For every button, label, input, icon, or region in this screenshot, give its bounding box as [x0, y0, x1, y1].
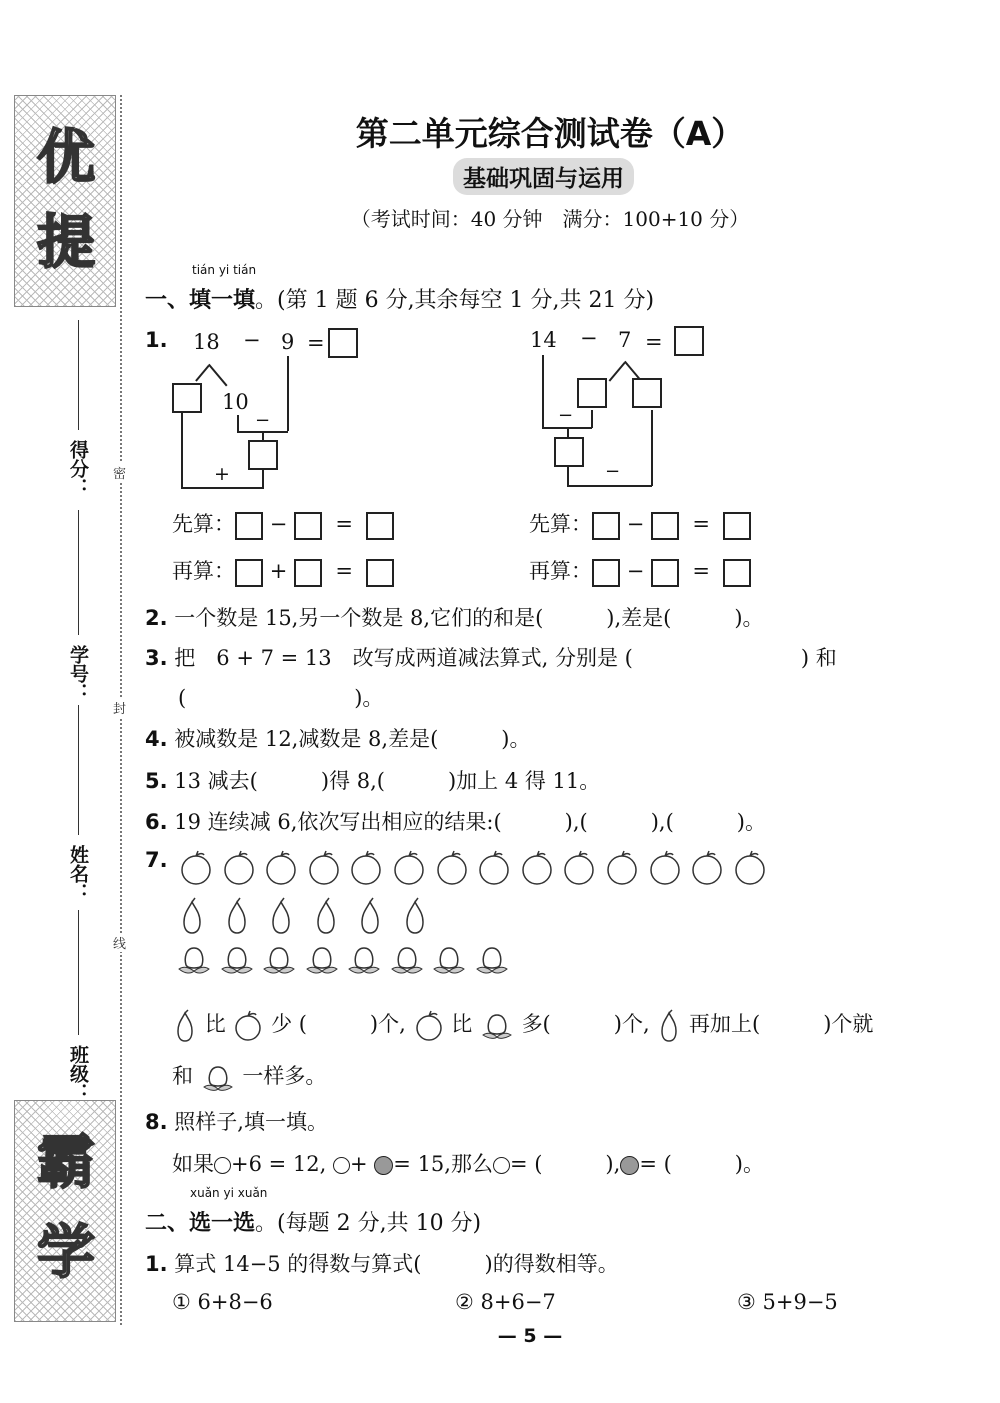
- q1-lf-box-2[interactable]: [294, 512, 322, 540]
- pear-icon: [178, 897, 206, 939]
- name-line: [78, 705, 79, 835]
- peach-icon: [473, 944, 511, 980]
- page-title: 第二单元综合测试卷（A）: [355, 114, 745, 153]
- q1-left-then-row: 再算： + =: [172, 555, 394, 587]
- q1-left-line-e: [181, 412, 183, 487]
- q7-number: 7.: [145, 848, 168, 872]
- peach-icon: [200, 1063, 236, 1093]
- q7-sentence-1: 比 少 ( )个, 比 多( )个, 再加上( )个就: [172, 1008, 873, 1043]
- apple-icon: [178, 850, 214, 890]
- q1-right-branch-l: [609, 362, 626, 381]
- pear-icon: [356, 897, 384, 939]
- pear-icon: [267, 897, 295, 939]
- q1-left-branch-l: [195, 365, 209, 381]
- section2-heading: [145, 1206, 481, 1237]
- top-badge-char-2: 提: [36, 208, 95, 276]
- white-circle-icon: [333, 1157, 350, 1174]
- q1-rf-box-2[interactable]: [651, 512, 679, 540]
- q1-right-minus-1: −: [558, 405, 574, 426]
- apple-icon: [519, 850, 555, 890]
- q1-right-line-g: [651, 410, 653, 486]
- apple-icon: [732, 850, 768, 890]
- q1-right-line-a: [542, 355, 544, 427]
- exam-time-info: （考试时间：40 分钟 满分：100+10 分）: [350, 207, 750, 231]
- q1-right-line-e: [567, 467, 569, 485]
- score-line: [78, 320, 79, 430]
- apple-icon: [689, 850, 725, 890]
- seal-mark-feng: 封: [113, 698, 126, 717]
- q1-right-minus-2: −: [605, 461, 621, 482]
- pear-icon: [312, 897, 340, 939]
- section1-title: 一、填一填: [145, 288, 256, 313]
- q8-equation: 如果 +6 = 12, + = 15,那么 = ( ), = ( )。: [172, 1152, 764, 1176]
- q1-right-split-box-2[interactable]: [632, 378, 662, 408]
- student-id-label: 学号：: [67, 645, 89, 702]
- q6: 6. 19 连续减 6,依次写出相应的结果:( ),( ),( )。: [145, 810, 766, 834]
- q3: 3. 把 6 + 7 = 13 改写成两道减法算式, 分别是 ( ) 和: [145, 646, 837, 670]
- apple-icon: [306, 850, 342, 890]
- q1-right-line-d: [567, 427, 569, 437]
- q1-left-first-row: 先算： − =: [172, 508, 394, 540]
- q1-left-answer-box[interactable]: [328, 328, 358, 358]
- class-line: [78, 910, 79, 1035]
- q1-right-mid-box[interactable]: [554, 437, 584, 467]
- section1-note: 。(第 1 题 6 分,其余每空 1 分,共 21 分): [255, 288, 655, 313]
- white-circle-icon: [214, 1157, 231, 1174]
- q4: 4. 被减数是 12,减数是 8,差是( )。: [145, 727, 531, 751]
- peach-icon: [303, 944, 341, 980]
- apple-icon: [348, 850, 384, 890]
- peach-icon: [479, 1011, 515, 1041]
- seal-mark-xian: 线: [113, 933, 126, 952]
- apple-icon: [604, 850, 640, 890]
- pear-icon: [172, 1009, 198, 1043]
- q1-left-op: −: [243, 328, 261, 352]
- section1-heading: [145, 283, 654, 314]
- apple-icon: [232, 1010, 264, 1042]
- q1-rt-box-3[interactable]: [723, 559, 751, 587]
- apple-icon: [263, 850, 299, 890]
- q5: 5. 13 减去( )得 8,( )加上 4 得 11。: [145, 769, 601, 793]
- q2: 2. 一个数是 15,另一个数是 8,它们的和是( ),差是( )。: [145, 606, 764, 630]
- apple-icon: [434, 850, 470, 890]
- q1-right-then-row: 再算： − =: [529, 555, 751, 587]
- q8: 8. 照样子,填一填。: [145, 1110, 328, 1134]
- q1-right-split-box-1[interactable]: [577, 378, 607, 408]
- q1-left-line-f: [181, 487, 264, 489]
- gray-circle-icon: [374, 1156, 393, 1175]
- apple-icon: [391, 850, 427, 890]
- student-id-line: [78, 510, 79, 635]
- q1-lt-box-1[interactable]: [235, 559, 263, 587]
- q1-rf-box-3[interactable]: [723, 512, 751, 540]
- peach-icon: [218, 944, 256, 980]
- q1-left-mid-box[interactable]: [248, 440, 278, 470]
- q1-lt-box-2[interactable]: [294, 559, 322, 587]
- peach-icon: [345, 944, 383, 980]
- apple-icon: [221, 850, 257, 890]
- gray-circle-icon: [620, 1156, 639, 1175]
- page-number: — 5 —: [497, 1325, 563, 1347]
- q1-lf-box-3[interactable]: [366, 512, 394, 540]
- q1-left-line-b: [237, 415, 239, 431]
- q1-left-branch-r: [208, 364, 227, 386]
- bottom-badge-char-1: 霸: [36, 1128, 95, 1196]
- score-label: 得分：: [67, 440, 89, 497]
- q1-left-split: 10: [222, 390, 249, 414]
- section2-pinyin: xuǎn yi xuǎn: [190, 1186, 268, 1200]
- q1-right-eq: =: [645, 330, 663, 354]
- top-badge-char-1: 优: [36, 123, 95, 191]
- q1-left-eq: =: [307, 331, 325, 355]
- name-label: 姓名：: [67, 845, 89, 902]
- q1-left-line-g: [262, 470, 264, 488]
- q1-right-answer-box[interactable]: [674, 326, 704, 356]
- q1-right-op: −: [580, 326, 598, 350]
- s2-q1-option-2[interactable]: ② 8+6−7: [455, 1290, 556, 1314]
- pear-icon: [656, 1009, 682, 1043]
- q1-right-line-c: [591, 410, 593, 428]
- q1-left-plus: +: [214, 463, 230, 485]
- q1-left-split-box[interactable]: [172, 383, 202, 413]
- peach-icon: [260, 944, 298, 980]
- peach-icon: [430, 944, 468, 980]
- apple-icon: [647, 850, 683, 890]
- q1-lt-box-3[interactable]: [366, 559, 394, 587]
- q1-right-line-f: [567, 485, 652, 487]
- q7-sentence-2: 和 一样多。: [172, 1060, 326, 1093]
- section2-note: 。(每题 2 分,共 10 分): [255, 1211, 482, 1236]
- s2-q1-option-1[interactable]: ① 6+8−6: [172, 1290, 273, 1314]
- pear-icon: [401, 897, 429, 939]
- q1-rt-box-1[interactable]: [592, 559, 620, 587]
- q1-left-b: 9: [281, 330, 295, 354]
- q1-right-b: 7: [618, 328, 632, 352]
- q3-cont: ( )。: [178, 686, 384, 710]
- s2-q1: 1. 算式 14−5 的得数与算式( )的得数相等。: [145, 1252, 619, 1276]
- q1-right-first-row: 先算： − =: [529, 508, 751, 540]
- q1-lf-box-1[interactable]: [235, 512, 263, 540]
- subtitle-badge: 基础巩固与运用: [453, 158, 634, 195]
- apple-icon: [413, 1010, 445, 1042]
- q1-left-line-a: [287, 356, 289, 431]
- q1-left-minus: −: [255, 410, 271, 431]
- apple-icon: [476, 850, 512, 890]
- white-circle-icon: [493, 1157, 510, 1174]
- q1-rf-box-1[interactable]: [592, 512, 620, 540]
- peach-icon: [388, 944, 426, 980]
- class-label: 班级：: [67, 1045, 89, 1102]
- q1-rt-box-2[interactable]: [651, 559, 679, 587]
- q1-left-a: 18: [193, 330, 220, 354]
- q1-right-a: 14: [530, 328, 557, 352]
- section1-pinyin: tián yi tián: [192, 263, 257, 277]
- apple-icon: [561, 850, 597, 890]
- peach-icon: [175, 944, 213, 980]
- pear-icon: [223, 897, 251, 939]
- bottom-badge-char-2: 学: [36, 1218, 95, 1286]
- s2-q1-option-3[interactable]: ③ 5+9−5: [737, 1290, 838, 1314]
- section2-title: 二、选一选: [145, 1211, 256, 1236]
- q1-number: 1.: [145, 328, 168, 352]
- bottom-badge: [14, 1100, 116, 1322]
- seal-mark-mi: 密: [113, 463, 126, 482]
